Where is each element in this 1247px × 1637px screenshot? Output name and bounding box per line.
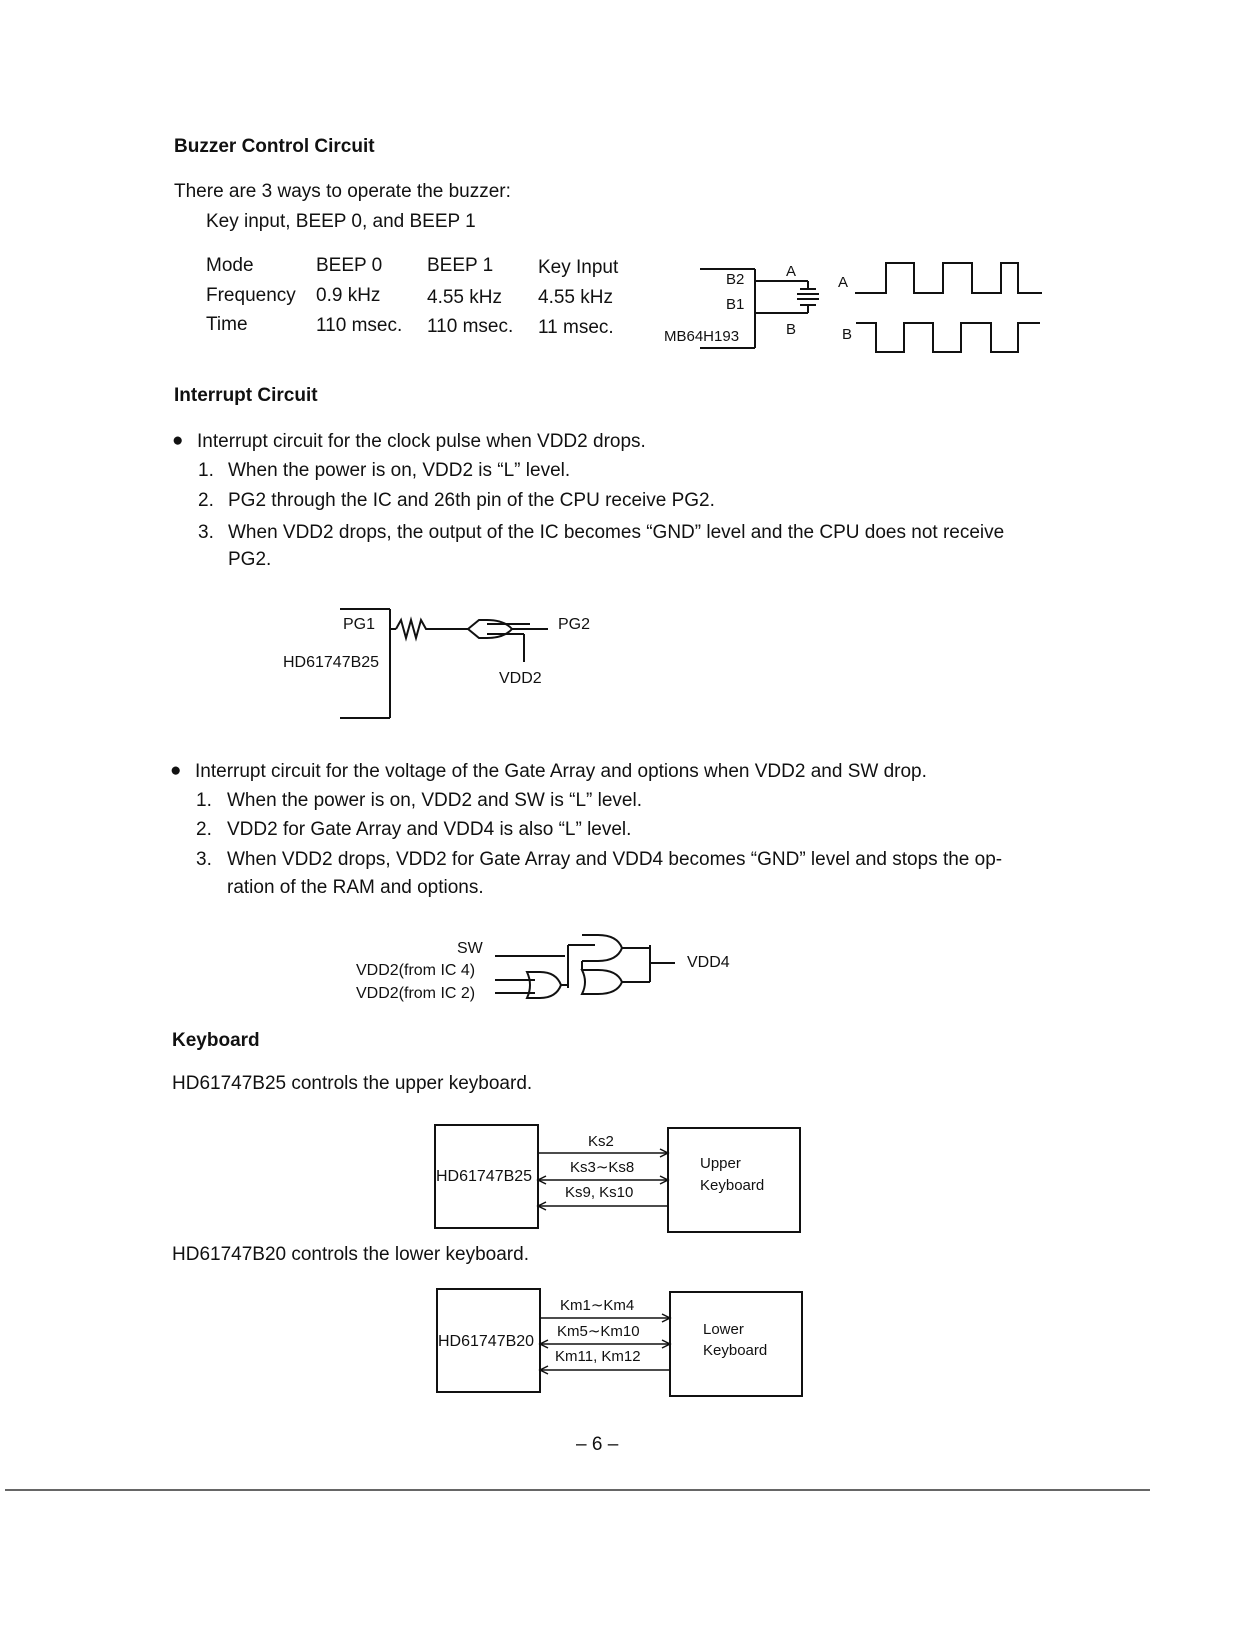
list-number: 2. [198, 490, 214, 511]
list-item: PG2 through the IC and 26th pin of the CPU receive PG2. [228, 490, 715, 511]
signal-label: Km11, Km12 [555, 1348, 641, 1365]
lower-keyboard-label: Keyboard [703, 1342, 768, 1359]
sw-label: SW [457, 940, 483, 957]
vdd2-ic4-label: VDD2(from IC 4) [356, 962, 476, 979]
table-cell: Key Input [538, 257, 619, 278]
list-item-continuation: ration of the RAM and options. [227, 877, 484, 898]
upper-chip-label: HD61747B25 [436, 1168, 533, 1185]
pg2-label: PG2 [558, 616, 591, 633]
line-b-label: B [786, 321, 797, 338]
vdd2-label: VDD2 [499, 670, 542, 687]
signal-label: Ks2 [588, 1133, 614, 1150]
list-item: When VDD2 drops, the output of the IC becomes “GND” level and the CPU does not receive [228, 522, 1005, 543]
chip-label: HD61747B25 [283, 654, 380, 671]
table-cell: 11 msec. [538, 317, 614, 338]
table-cell: BEEP 1 [427, 255, 494, 276]
buzzer-intro: There are 3 ways to operate the buzzer: [174, 181, 511, 202]
list-item: VDD2 for Gate Array and VDD4 is also “L” level. [227, 819, 632, 840]
lower-keyboard-desc: HD61747B20 controls the lower keyboard. [172, 1244, 529, 1265]
list-number: 3. [196, 849, 212, 870]
table-cell: BEEP 0 [316, 255, 383, 276]
list-number: 3. [198, 522, 214, 543]
table-cell: 4.55 kHz [427, 287, 502, 308]
buzzer-ways: Key input, BEEP 0, and BEEP 1 [206, 211, 476, 232]
list-number: 1. [196, 790, 212, 811]
line-a-label: A [786, 263, 797, 280]
upper-keyboard-diagram [435, 1125, 800, 1232]
vdd4-label: VDD4 [687, 954, 730, 971]
list-item: When the power is on, VDD2 and SW is “L” level. [227, 790, 643, 811]
gate-array-interrupt-diagram [495, 935, 675, 998]
interrupt-heading: Interrupt Circuit [174, 385, 318, 406]
list-number: 1. [198, 460, 214, 481]
signal-label: Km1∼Km4 [560, 1297, 635, 1314]
table-cell: Time [206, 314, 248, 335]
table-cell: 110 msec. [427, 316, 514, 337]
keyboard-heading: Keyboard [172, 1030, 260, 1051]
lower-keyboard-diagram [437, 1289, 802, 1396]
upper-keyboard-desc: HD61747B25 controls the upper keyboard. [172, 1073, 533, 1094]
table-cell: Mode [206, 255, 254, 276]
upper-keyboard-label: Keyboard [700, 1177, 765, 1194]
pin-b2-label: B2 [726, 271, 745, 288]
lower-chip-label: HD61747B20 [438, 1333, 535, 1350]
table-cell: 0.9 kHz [316, 285, 381, 306]
signal-label: Km5∼Km10 [557, 1323, 640, 1340]
wave-b-label: B [842, 326, 853, 343]
upper-keyboard-label: Upper [700, 1155, 741, 1172]
signal-label: Ks3∼Ks8 [570, 1159, 635, 1176]
table-cell: 4.55 kHz [538, 287, 613, 308]
pg1-label: PG1 [343, 616, 376, 633]
table-cell: Frequency [206, 285, 296, 306]
page-number: – 6 – [576, 1434, 619, 1455]
pin-b1-label: B1 [726, 296, 745, 313]
list-item: When the power is on, VDD2 is “L” level. [228, 460, 571, 481]
interrupt-bullet-2: Interrupt circuit for the voltage of the Gate Array and options when VDD2 and SW drop. [195, 761, 927, 782]
bullet-icon: ● [172, 430, 184, 451]
signal-label: Ks9, Ks10 [565, 1184, 634, 1201]
clock-interrupt-diagram [340, 609, 548, 718]
vdd2-ic2-label: VDD2(from IC 2) [356, 985, 476, 1002]
interrupt-bullet-1: Interrupt circuit for the clock pulse when VDD2 drops. [197, 431, 646, 452]
buzzer-chip-label: MB64H193 [664, 328, 740, 345]
buzzer-diagram [700, 263, 1042, 352]
list-item: When VDD2 drops, VDD2 for Gate Array and VDD4 becomes “GND” level and stops the op- [227, 849, 1003, 870]
buzzer-heading: Buzzer Control Circuit [174, 136, 375, 157]
wave-a-label: A [838, 274, 849, 291]
lower-keyboard-label: Lower [703, 1321, 744, 1338]
table-cell: 110 msec. [316, 315, 403, 336]
list-number: 2. [196, 819, 212, 840]
list-item-continuation: PG2. [228, 549, 272, 570]
bullet-icon: ● [170, 760, 182, 781]
